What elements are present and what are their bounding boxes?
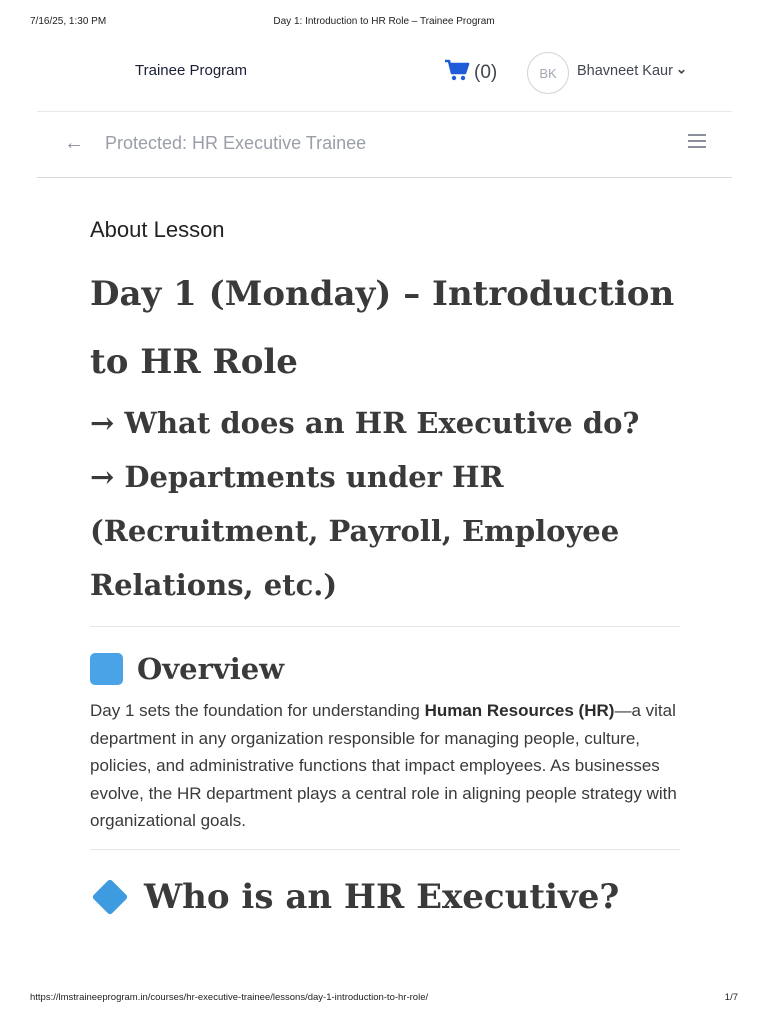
topic-line: → What does an HR Executive do? <box>90 406 640 440</box>
who-heading-text: Who is an HR Executive? <box>144 876 620 917</box>
user-name: Bhavneet Kaur <box>577 63 673 79</box>
overview-heading <box>90 643 680 695</box>
avatar[interactable]: BK <box>527 52 569 94</box>
section-divider <box>90 849 680 850</box>
overview-heading-text: Overview <box>137 652 285 686</box>
overview-text-start: Day 1 sets the foundation for understanding <box>90 701 425 720</box>
lesson-title-line-2: to HR Role <box>90 342 298 382</box>
topic-line: Relations, etc.) <box>90 568 338 602</box>
section-divider <box>90 626 680 627</box>
hamburger-menu-icon[interactable] <box>688 134 706 152</box>
lesson-title-line-1: Day 1 (Monday) – Introduction <box>90 274 675 314</box>
print-page-number: 1/7 <box>724 992 738 1003</box>
overview-text-rest: —a vital department in any organization responsible for managing people, culture, policies, and administrative functions that impact employees. As businesses evolve, the HR department plays a central role in aligning people strategy with organizational goals. <box>90 701 677 830</box>
print-page-title: Day 1: Introduction to HR Role – Trainee Program <box>273 16 495 27</box>
blue-square-icon <box>90 653 123 685</box>
lesson-bar <box>37 122 732 166</box>
print-date: 7/16/25, 1:30 PM <box>30 16 107 27</box>
header-divider <box>37 111 732 112</box>
topic-line: (Recruitment, Payroll, Employee <box>90 514 620 548</box>
cart-count: (0) <box>474 61 498 83</box>
user-menu[interactable] <box>577 63 686 79</box>
arrow-left-icon[interactable]: ← <box>64 132 84 154</box>
about-lesson-label: About Lesson <box>90 217 225 242</box>
overview-paragraph <box>90 697 680 835</box>
who-heading <box>90 866 680 928</box>
site-brand-link[interactable]: Trainee Program <box>135 62 247 79</box>
lesson-bar-divider <box>37 177 732 178</box>
top-navigation <box>0 50 768 94</box>
print-header <box>30 16 738 30</box>
print-footer <box>30 992 738 1006</box>
cart-button[interactable] <box>444 59 497 86</box>
lesson-title <box>90 260 680 396</box>
cart-icon <box>444 59 470 86</box>
topic-line: → Departments under HR <box>90 460 504 494</box>
print-url: https://lmstraineeprogram.in/courses/hr-executive-trainee/lessons/day-1-introduction-to-hr-role/ <box>30 992 429 1003</box>
chevron-down-icon <box>677 67 686 76</box>
blue-diamond-icon <box>90 877 130 917</box>
overview-bold-term: Human Resources (HR) <box>424 701 615 720</box>
lesson-content <box>90 210 680 928</box>
course-breadcrumb[interactable]: Protected: HR Executive Trainee <box>105 133 367 153</box>
